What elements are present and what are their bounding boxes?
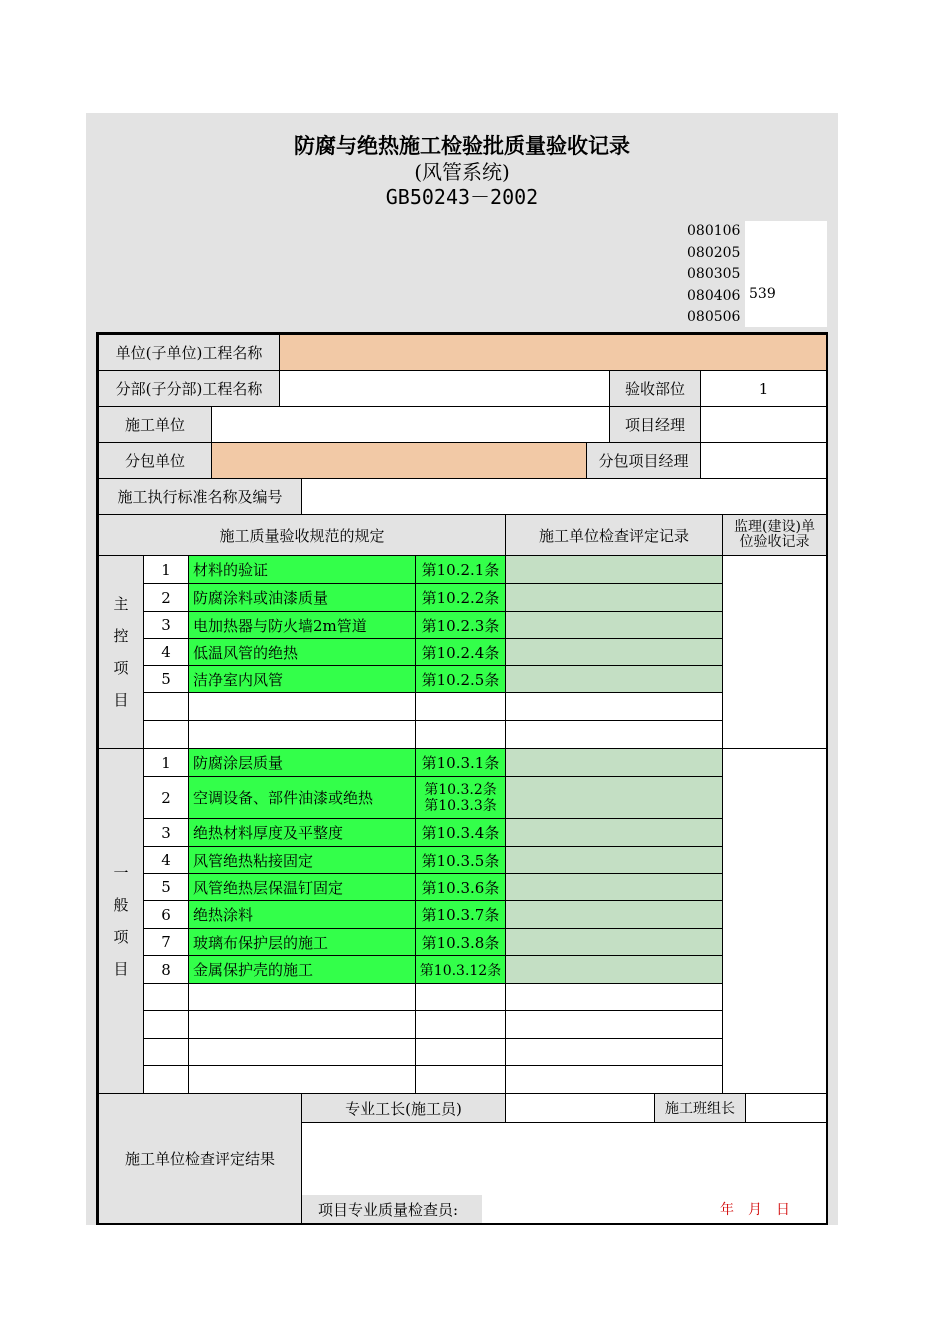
record-cell[interactable] — [505, 611, 723, 639]
row-number: 2 — [143, 583, 189, 612]
standard-code: GB50243－2002 — [385, 185, 539, 209]
record-cell[interactable] — [505, 955, 723, 984]
item-name: 低温风管的绝热 — [188, 638, 416, 666]
item-clause: 第10.3.7条 — [415, 900, 506, 929]
team-leader-field[interactable] — [745, 1093, 827, 1123]
empty-cell[interactable] — [505, 720, 723, 749]
empty-cell[interactable] — [415, 1010, 506, 1039]
row-number: 7 — [143, 928, 189, 956]
main-items-label — [98, 555, 144, 749]
item-clause: 第10.3.6条 — [415, 873, 506, 901]
row-number: 4 — [143, 638, 189, 666]
record-cell[interactable] — [505, 665, 723, 693]
empty-cell[interactable] — [143, 720, 189, 749]
unit-project-field[interactable] — [279, 334, 827, 371]
project-manager-field[interactable] — [700, 406, 827, 443]
row-number: 3 — [143, 818, 189, 847]
item-name: 风管绝热层保温钉固定 — [188, 873, 416, 901]
code-list — [683, 221, 745, 329]
empty-cell[interactable] — [505, 1065, 723, 1094]
code-value-box[interactable] — [745, 221, 827, 327]
record-cell[interactable] — [505, 776, 723, 819]
item-name: 金属保护壳的施工 — [188, 955, 416, 984]
sub-project-field[interactable] — [279, 370, 610, 407]
standard-label: 施工执行标准名称及编号 — [98, 478, 302, 515]
row-number: 5 — [143, 665, 189, 693]
unit-project-label: 单位(子单位)工程名称 — [98, 334, 280, 371]
empty-cell[interactable] — [188, 1010, 416, 1039]
item-name: 电加热器与防火墙2m管道 — [188, 611, 416, 639]
empty-cell[interactable] — [415, 1065, 506, 1094]
date-label: 年 月 日 — [720, 1202, 790, 1218]
acceptance-part-label: 验收部位 — [609, 370, 701, 407]
empty-cell[interactable] — [505, 983, 723, 1011]
spec-header: 施工质量验收规范的规定 — [98, 514, 506, 556]
item-clause: 第10.3.8条 — [415, 928, 506, 956]
main-items-char: 项 — [113, 659, 129, 677]
row-number: 8 — [143, 955, 189, 984]
row-number: 2 — [143, 776, 189, 819]
empty-cell[interactable] — [415, 720, 506, 749]
record-cell[interactable] — [505, 748, 723, 777]
row-number: 1 — [143, 748, 189, 777]
item-clause: 第10.2.5条 — [415, 665, 506, 693]
subcontractor-field[interactable] — [211, 442, 587, 479]
code-item: 080305 — [687, 266, 741, 283]
empty-cell[interactable] — [505, 1038, 723, 1066]
record-cell[interactable] — [505, 638, 723, 666]
empty-cell[interactable] — [188, 1038, 416, 1066]
main-items-char: 目 — [113, 691, 129, 709]
item-clause: 第10.3.1条 — [415, 748, 506, 777]
supervision-header: 监理(建设)单位验收记录 — [722, 514, 827, 556]
general-supervision-cell[interactable] — [722, 748, 827, 1094]
sub-project-label: 分部(子分部)工程名称 — [98, 370, 280, 407]
record-cell[interactable] — [505, 873, 723, 901]
result-label: 施工单位检查评定结果 — [98, 1093, 302, 1224]
row-number: 4 — [143, 846, 189, 874]
item-clause: 第10.3.2条 — [424, 781, 497, 798]
code-item: 080406 — [687, 287, 741, 304]
code-item: 080205 — [687, 244, 741, 261]
empty-cell[interactable] — [188, 692, 416, 721]
record-header: 施工单位检查评定记录 — [505, 514, 723, 556]
empty-cell[interactable] — [143, 1065, 189, 1094]
record-cell[interactable] — [505, 928, 723, 956]
item-clause: 第10.3.4条 — [415, 818, 506, 847]
contractor-label: 施工单位 — [98, 406, 212, 443]
empty-cell[interactable] — [505, 692, 723, 721]
main-items-char: 控 — [113, 627, 129, 645]
general-items-char: 一 — [113, 864, 129, 882]
empty-cell[interactable] — [188, 720, 416, 749]
form-subtitle: (风管系统) — [414, 160, 510, 184]
item-clause: 第10.2.1条 — [415, 555, 506, 584]
item-name: 空调设备、部件油漆或绝热 — [188, 776, 416, 819]
form-title: 防腐与绝热施工检验批质量验收记录 — [294, 133, 630, 158]
empty-cell[interactable] — [143, 1010, 189, 1039]
inspector-label: 项目专业质量检查员: — [302, 1195, 482, 1223]
item-name: 绝热涂料 — [188, 900, 416, 929]
empty-cell[interactable] — [143, 983, 189, 1011]
item-clause: 第10.2.3条 — [415, 611, 506, 639]
project-manager-label: 项目经理 — [609, 406, 701, 443]
team-leader-label: 施工班组长 — [654, 1093, 746, 1123]
code-value: 539 — [749, 286, 776, 302]
foreman-label: 专业工长(施工员) — [301, 1093, 506, 1123]
item-name: 洁净室内风管 — [188, 665, 416, 693]
sub-pm-label: 分包项目经理 — [586, 442, 701, 479]
item-name: 绝热材料厚度及平整度 — [188, 818, 416, 847]
record-cell[interactable] — [505, 583, 723, 612]
record-cell[interactable] — [505, 818, 723, 847]
item-name: 防腐涂层质量 — [188, 748, 416, 777]
subcontractor-label: 分包单位 — [98, 442, 212, 479]
empty-cell[interactable] — [415, 692, 506, 721]
item-clause: 第10.3.12条 — [415, 955, 506, 984]
general-items-char: 目 — [113, 960, 129, 978]
main-items-char: 主 — [113, 595, 129, 613]
general-items-char: 项 — [113, 928, 129, 946]
main-supervision-cell[interactable] — [722, 555, 827, 749]
empty-cell[interactable] — [505, 1010, 723, 1039]
empty-cell[interactable] — [143, 1038, 189, 1066]
row-number: 5 — [143, 873, 189, 901]
row-number: 3 — [143, 611, 189, 639]
empty-cell[interactable] — [143, 692, 189, 721]
record-cell[interactable] — [505, 555, 723, 584]
empty-cell[interactable] — [415, 1038, 506, 1066]
item-clause: 第10.3.3条 — [424, 797, 497, 814]
foreman-field[interactable] — [505, 1093, 655, 1123]
empty-cell[interactable] — [188, 1065, 416, 1094]
item-name: 防腐涂料或油漆质量 — [188, 583, 416, 612]
item-clause: 第10.2.4条 — [415, 638, 506, 666]
row-number: 6 — [143, 900, 189, 929]
row-number: 1 — [143, 555, 189, 584]
item-name: 材料的验证 — [188, 555, 416, 584]
sub-pm-field[interactable] — [700, 442, 827, 479]
general-items-label — [98, 748, 144, 1094]
result-text-area[interactable] — [301, 1122, 827, 1195]
code-item: 080506 — [687, 309, 741, 326]
item-clause-double — [415, 776, 506, 819]
record-cell[interactable] — [505, 900, 723, 929]
empty-cell[interactable] — [188, 983, 416, 1011]
contractor-field[interactable] — [211, 406, 610, 443]
standard-field[interactable] — [301, 478, 827, 515]
item-clause: 第10.3.5条 — [415, 846, 506, 874]
item-clause: 第10.2.2条 — [415, 583, 506, 612]
code-item: 080106 — [687, 223, 741, 239]
empty-cell[interactable] — [415, 983, 506, 1011]
acceptance-part-field[interactable]: 1 — [700, 370, 827, 407]
record-cell[interactable] — [505, 846, 723, 874]
general-items-char: 般 — [113, 896, 129, 914]
item-name: 风管绝热粘接固定 — [188, 846, 416, 874]
item-name: 玻璃布保护层的施工 — [188, 928, 416, 956]
